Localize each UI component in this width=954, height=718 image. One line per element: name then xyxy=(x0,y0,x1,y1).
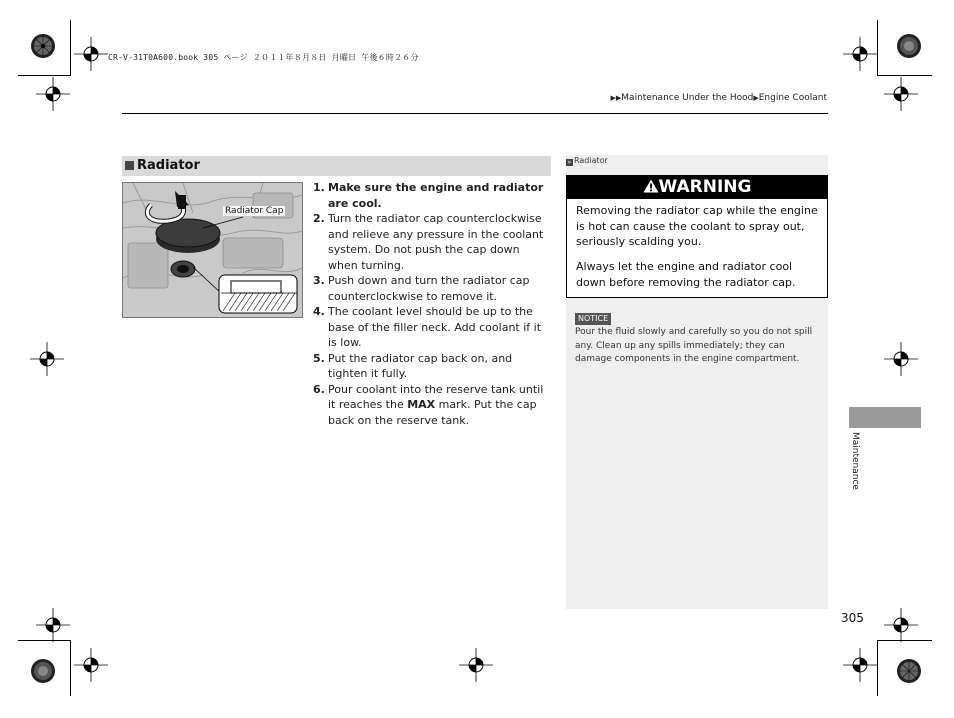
chapter-tab-label xyxy=(846,432,862,502)
sidebar-reference-label[interactable]: Radiator xyxy=(574,156,608,165)
warning-header xyxy=(567,176,827,199)
step-number: 3. xyxy=(313,274,325,287)
warning-paragraph: Removing the radiator cap while the engine is hot can cause the coolant to spray out, seriously scalding you. xyxy=(576,204,818,248)
registration-mark xyxy=(884,342,918,376)
step-text: Make sure the engine and radiator are cool. xyxy=(328,181,544,210)
step-text-part: mark. Put the cap back on the reserve tank. xyxy=(328,398,537,427)
max-mark-label: MAX xyxy=(407,398,436,411)
warning-box xyxy=(566,175,828,298)
registration-mark xyxy=(36,77,70,111)
crop-line xyxy=(18,75,71,76)
breadcrumb-arrow-icon: ▶▶ xyxy=(610,94,622,102)
step-item xyxy=(313,351,551,382)
page-number: 305 xyxy=(841,611,864,625)
registration-mark xyxy=(74,37,108,71)
step-number: 4. xyxy=(313,305,325,318)
step-number: 5. xyxy=(313,351,325,365)
color-wheel-mark-top-right xyxy=(896,33,922,59)
crop-line xyxy=(877,75,932,76)
step-number: 2. xyxy=(313,212,325,225)
warning-triangle-icon xyxy=(643,179,659,193)
step-text: Put the radiator cap back on, and tighten it fully. xyxy=(328,351,513,380)
step-item xyxy=(313,304,551,351)
crop-line xyxy=(18,640,71,641)
color-wheel-mark-bottom-right xyxy=(896,658,922,684)
step-text: The coolant level should be up to the base of the filler neck. Add coolant if it is low. xyxy=(328,305,542,349)
sidebar-reference xyxy=(566,156,608,166)
chapter-tab xyxy=(849,407,921,428)
crop-line xyxy=(877,640,878,696)
notice-label: NOTICE xyxy=(575,313,611,325)
chapter-tab-text: Maintenance xyxy=(850,432,860,490)
warning-paragraph: Always let the engine and radiator cool down before removing the radiator cap. xyxy=(576,260,796,289)
registration-mark xyxy=(36,608,70,642)
section-header xyxy=(122,156,551,176)
step-item xyxy=(313,273,551,304)
notice-text: Pour the fluid slowly and carefully so you do not spill any. Clean up any spills immediately; they can damage components in the engine compartment. xyxy=(575,327,813,364)
breadcrumb-item-current: Engine Coolant xyxy=(758,93,827,103)
step-text: Turn the radiator cap counterclockwise and relieve any pressure in the coolant system. Do not push the cap down when turning. xyxy=(328,212,544,272)
registration-mark xyxy=(843,37,877,71)
step-item xyxy=(313,180,551,211)
print-file-info: CR-V-31T0A600.book 305 ページ ２０１１年８月８日 月曜日 午後６時２６分 xyxy=(108,53,419,62)
breadcrumb-arrow-icon: ▶ xyxy=(753,94,759,102)
header-divider xyxy=(122,113,828,114)
color-wheel-mark-bottom-left xyxy=(30,658,56,684)
crop-line xyxy=(70,640,71,696)
crop-line xyxy=(877,20,878,76)
registration-mark xyxy=(30,342,64,376)
registration-mark xyxy=(884,77,918,111)
reference-arrow-icon: » xyxy=(567,159,572,166)
breadcrumb-item[interactable]: Maintenance Under the Hood xyxy=(621,93,754,103)
registration-mark xyxy=(843,648,877,682)
registration-mark xyxy=(74,648,108,682)
radiator-cap-callout: Radiator Cap xyxy=(225,206,284,216)
step-number: 6. xyxy=(313,382,325,396)
engine-bay-drawing xyxy=(123,183,302,317)
step-text: Push down and turn the radiator cap counterclockwise to remove it. xyxy=(328,274,530,303)
crop-line xyxy=(70,20,71,76)
breadcrumb xyxy=(611,93,827,103)
section-square-icon xyxy=(125,161,134,170)
procedure-steps xyxy=(313,180,551,428)
step-number: 1. xyxy=(313,181,325,194)
radiator-cap-illustration xyxy=(122,182,303,318)
crop-line xyxy=(877,640,932,641)
section-title: Radiator xyxy=(137,158,200,173)
step-text xyxy=(328,382,551,429)
step-item xyxy=(313,382,551,429)
warning-title: WARNING xyxy=(658,177,752,197)
registration-mark xyxy=(459,648,493,682)
color-wheel-mark-top-left xyxy=(30,33,56,59)
step-text-part: Pour coolant into the reserve tank until it reaches the xyxy=(328,382,544,411)
step-item xyxy=(313,211,551,273)
registration-mark xyxy=(884,608,918,642)
